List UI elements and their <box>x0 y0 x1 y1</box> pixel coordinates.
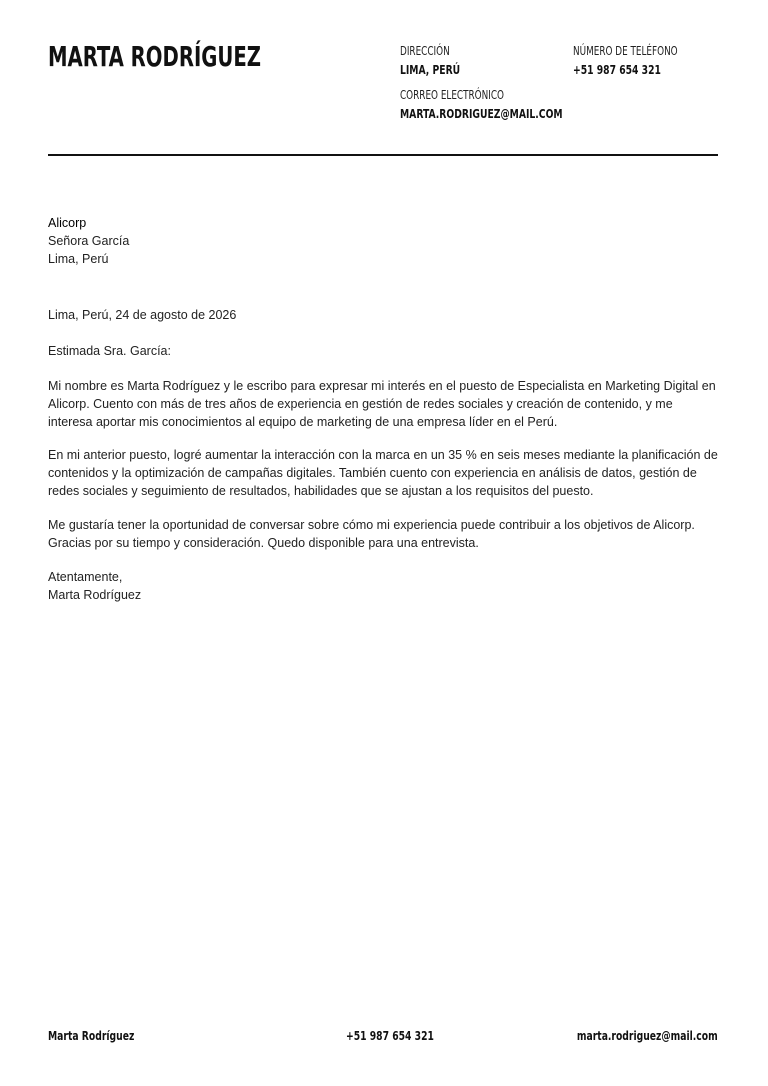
address-label: DIRECCIÓN <box>400 44 450 58</box>
footer-name: Marta Rodríguez <box>48 1028 135 1043</box>
recipient-location: Lima, Perú <box>48 252 109 266</box>
footer-email: marta.rodriguez@mail.com <box>577 1028 718 1043</box>
signature: Marta Rodríguez <box>48 588 142 602</box>
footer-phone: +51 987 654 321 <box>346 1028 434 1043</box>
phone-value: +51 987 654 321 <box>573 62 661 77</box>
paragraph: Me gustaría tener la oportunidad de conversar sobre cómo mi experiencia puede contribuir a los objetivos de Alicorp. Gracias por su tiempo y consideración. Quedo disponible para una entrevista. <box>48 518 695 550</box>
email-value: MARTA.RODRIGUEZ@MAIL.COM <box>400 106 563 121</box>
recipient-company: Alicorp <box>48 216 87 230</box>
recipient-block <box>48 214 718 268</box>
phone-label: NÚMERO DE TELÉFONO <box>573 44 678 58</box>
letter-date: Lima, Perú, 24 de agosto de 2026 <box>48 308 237 322</box>
paragraph: Mi nombre es Marta Rodríguez y le escribo para expresar mi interés en el puesto de Especialista en Marketing Digital en Alicorp. Cuento con más de tres años de experiencia en gestión de redes sociales y creación de contenido, y me interesa aportar mis conocimientos al equipo de marketing de una empresa líder en el Perú. <box>48 379 716 429</box>
closing-block <box>48 568 718 604</box>
header-divider <box>48 154 718 156</box>
salutation: Estimada Sra. García: <box>48 344 171 358</box>
email-label: CORREO ELECTRÓNICO <box>400 88 505 102</box>
paragraph: En mi anterior puesto, logré aumentar la interacción con la marca en un 35 % en seis meses mediante la planificación de contenidos y la optimización de campañas digitales. También cuento con experiencia en análisis de datos, gestión de redes sociales y seguimiento de resultados, habilidades que se ajustan a los requisitos del puesto. <box>48 448 718 498</box>
applicant-name: MARTA RODRÍGUEZ <box>48 40 262 73</box>
closing: Atentamente, <box>48 570 123 584</box>
recipient-person: Señora García <box>48 234 130 248</box>
address-value: LIMA, PERÚ <box>400 62 461 77</box>
